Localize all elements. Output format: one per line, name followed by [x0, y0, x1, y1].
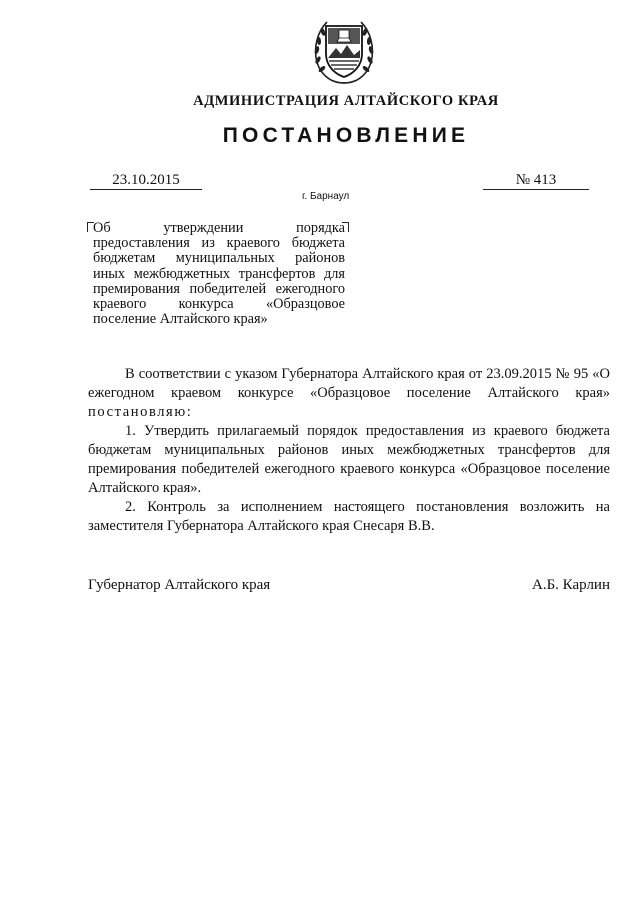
document-city: г. Барнаул — [302, 191, 350, 202]
document-number: № 413 — [483, 172, 589, 190]
resolves-word: постановляю — [88, 404, 187, 420]
item-1: 1. Утвердить прилагаемый порядок предоставления из краевого бюджета бюджетам муниципальных районов иных межбюджетных трансфертов для премирования победителей ежегодного краевого конкурса «Образцовое поселение Алтайского края». — [88, 423, 610, 496]
document-subject: Об утверждении порядка предоставления из краевого бюджета бюджетам муниципальных районов иных межбюджетных трансфертов для премирования победителей ежегодного краевого конкурса «Образцовое поселение Алтайского края» — [93, 220, 345, 328]
preamble-paragraph — [88, 365, 610, 422]
preamble-text: В соответствии с указом Губернатора Алтайского края от 23.09.2015 № 95 «О ежегодном краевом конкурсе «Образцовое поселение Алтайского края» — [88, 366, 610, 401]
signatory-title: Губернатор Алтайского края — [88, 577, 271, 593]
signatory-name: А.Б. Карлин — [531, 577, 610, 593]
document-type: ПОСТАНОВЛЕНИЕ — [222, 124, 470, 147]
document-body — [88, 365, 610, 536]
item-2: 2. Контроль за исполнением настоящего постановления возложить на заместителя Губернатора Алтайского края Снесаря В.В. — [88, 499, 610, 534]
document-date: 23.10.2015 — [90, 172, 202, 190]
organization-name: АДМИНИСТРАЦИЯ АЛТАЙСКОГО КРАЯ — [193, 93, 499, 109]
coat-of-arms-icon — [309, 14, 379, 88]
resolves-punct: : — [186, 404, 191, 420]
